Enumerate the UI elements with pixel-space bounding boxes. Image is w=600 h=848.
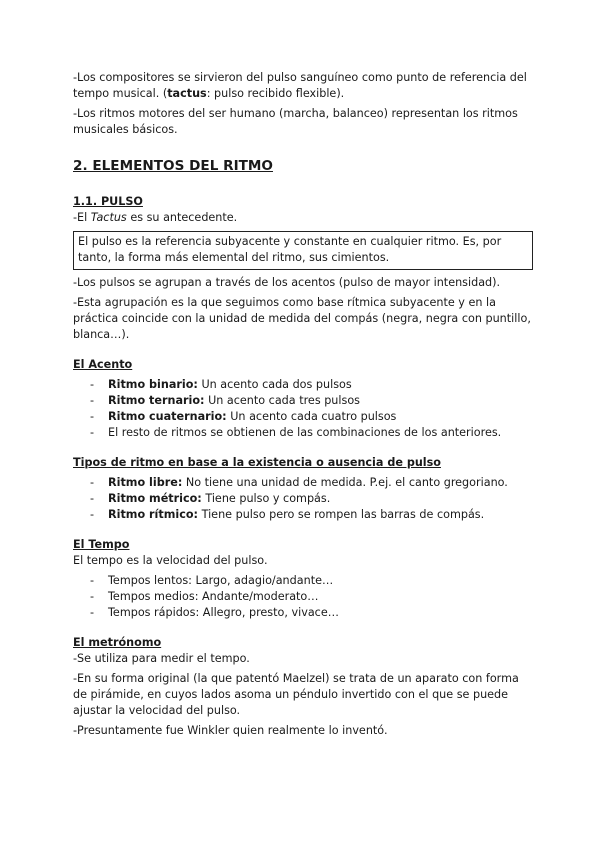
dash-mark: - — [90, 508, 95, 521]
dash-mark: - — [90, 590, 95, 603]
metronomo-paragraph-2: -En su forma original (la que patentó Maelzel) se trata de un aparato con forma de pirámide, en cuyos lados asoma un péndulo invertido con el que se puede ajustar la velocidad del pulso. — [73, 672, 519, 717]
section-tempo — [73, 537, 533, 621]
list-item — [73, 605, 533, 621]
metronomo-paragraph-1: -Se utiliza para medir el tempo. — [73, 652, 250, 665]
tactus-suffix: es su antecedente. — [126, 211, 238, 224]
dash-mark: - — [90, 606, 95, 619]
item-text: Tiene pulso pero se rompen las barras de compás. — [198, 508, 485, 521]
list-item — [73, 393, 533, 409]
list-item — [73, 377, 533, 393]
heading-metronomo: El metrónomo — [73, 636, 162, 649]
document-page — [73, 70, 533, 743]
tempo-list — [73, 573, 533, 621]
item-text: El resto de ritmos se obtienen de las combinaciones de los anteriores. — [108, 426, 502, 439]
acento-list — [73, 377, 533, 441]
tempo-intro: El tempo es la velocidad del pulso. — [73, 554, 268, 567]
intro-p1-suffix: : pulso recibido flexible). — [206, 87, 345, 100]
subsection-title-pulso: 1.1. PULSO — [73, 195, 143, 208]
dash-mark: - — [90, 476, 95, 489]
item-text: No tiene una unidad de medida. P.ej. el canto gregoriano. — [182, 476, 508, 489]
heading-tipos: Tipos de ritmo en base a la existencia o ausencia de pulso — [73, 456, 441, 469]
list-item — [73, 573, 533, 589]
dash-mark: - — [90, 492, 95, 505]
dash-mark: - — [90, 426, 95, 439]
pulso-paragraph-agrupacion: -Esta agrupación es la que seguimos como base rítmica subyacente y en la práctica coincide con la unidad de medida del compás (negra, negra con puntillo, blanca…). — [73, 296, 531, 341]
dash-mark: - — [90, 378, 95, 391]
pulso-paragraph-acentos: -Los pulsos se agrupan a través de los acentos (pulso de mayor intensidad). — [73, 276, 501, 289]
item-bold: Ritmo rítmico: — [108, 508, 199, 521]
section-metronomo — [73, 635, 533, 739]
list-item — [73, 507, 533, 523]
item-text: Tempos lentos: Largo, adagio/andante… — [108, 574, 334, 587]
tactus-line — [73, 210, 533, 226]
pulso-definition-box: El pulso es la referencia subyacente y constante en cualquier ritmo. Es, por tanto, la forma más elemental del ritmo, sus cimientos. — [73, 231, 533, 270]
dash-mark: - — [90, 394, 95, 407]
list-item — [73, 491, 533, 507]
item-text: Tempos medios: Andante/moderato… — [108, 590, 319, 603]
intro-paragraph-tactus — [73, 70, 533, 102]
item-bold: Ritmo ternario: — [108, 394, 205, 407]
item-bold: Ritmo libre: — [108, 476, 183, 489]
tactus-italic: Tactus — [90, 211, 127, 224]
dash-mark: - — [90, 574, 95, 587]
tactus-prefix: -El — [73, 211, 91, 224]
tipos-list — [73, 475, 533, 523]
section-title-elementos: 2. ELEMENTOS DEL RITMO — [73, 158, 273, 174]
list-item — [73, 425, 533, 441]
intro-paragraph-motores: -Los ritmos motores del ser humano (marcha, balanceo) representan los ritmos musicales básicos. — [73, 107, 518, 136]
section-acento — [73, 357, 533, 441]
intro-p1-bold: tactus — [167, 87, 207, 100]
list-item — [73, 589, 533, 605]
item-text: Un acento cada cuatro pulsos — [226, 410, 397, 423]
item-text: Un acento cada tres pulsos — [204, 394, 361, 407]
metronomo-paragraph-3: -Presuntamente fue Winkler quien realmente lo inventó. — [73, 724, 388, 737]
item-bold: Ritmo binario: — [108, 378, 198, 391]
item-text: Un acento cada dos pulsos — [197, 378, 352, 391]
list-item — [73, 409, 533, 425]
list-item — [73, 475, 533, 491]
item-bold: Ritmo cuaternario: — [108, 410, 227, 423]
intro-p1-prefix: -Los compositores se sirvieron del pulso sanguíneo como punto de referencia del tempo musical. ( — [73, 71, 527, 100]
item-text: Tiene pulso y compás. — [201, 492, 331, 505]
item-text: Tempos rápidos: Allegro, presto, vivace… — [108, 606, 339, 619]
heading-tempo: El Tempo — [73, 538, 130, 551]
section-tipos — [73, 455, 533, 523]
dash-mark: - — [90, 410, 95, 423]
heading-acento: El Acento — [73, 358, 133, 371]
item-bold: Ritmo métrico: — [108, 492, 202, 505]
